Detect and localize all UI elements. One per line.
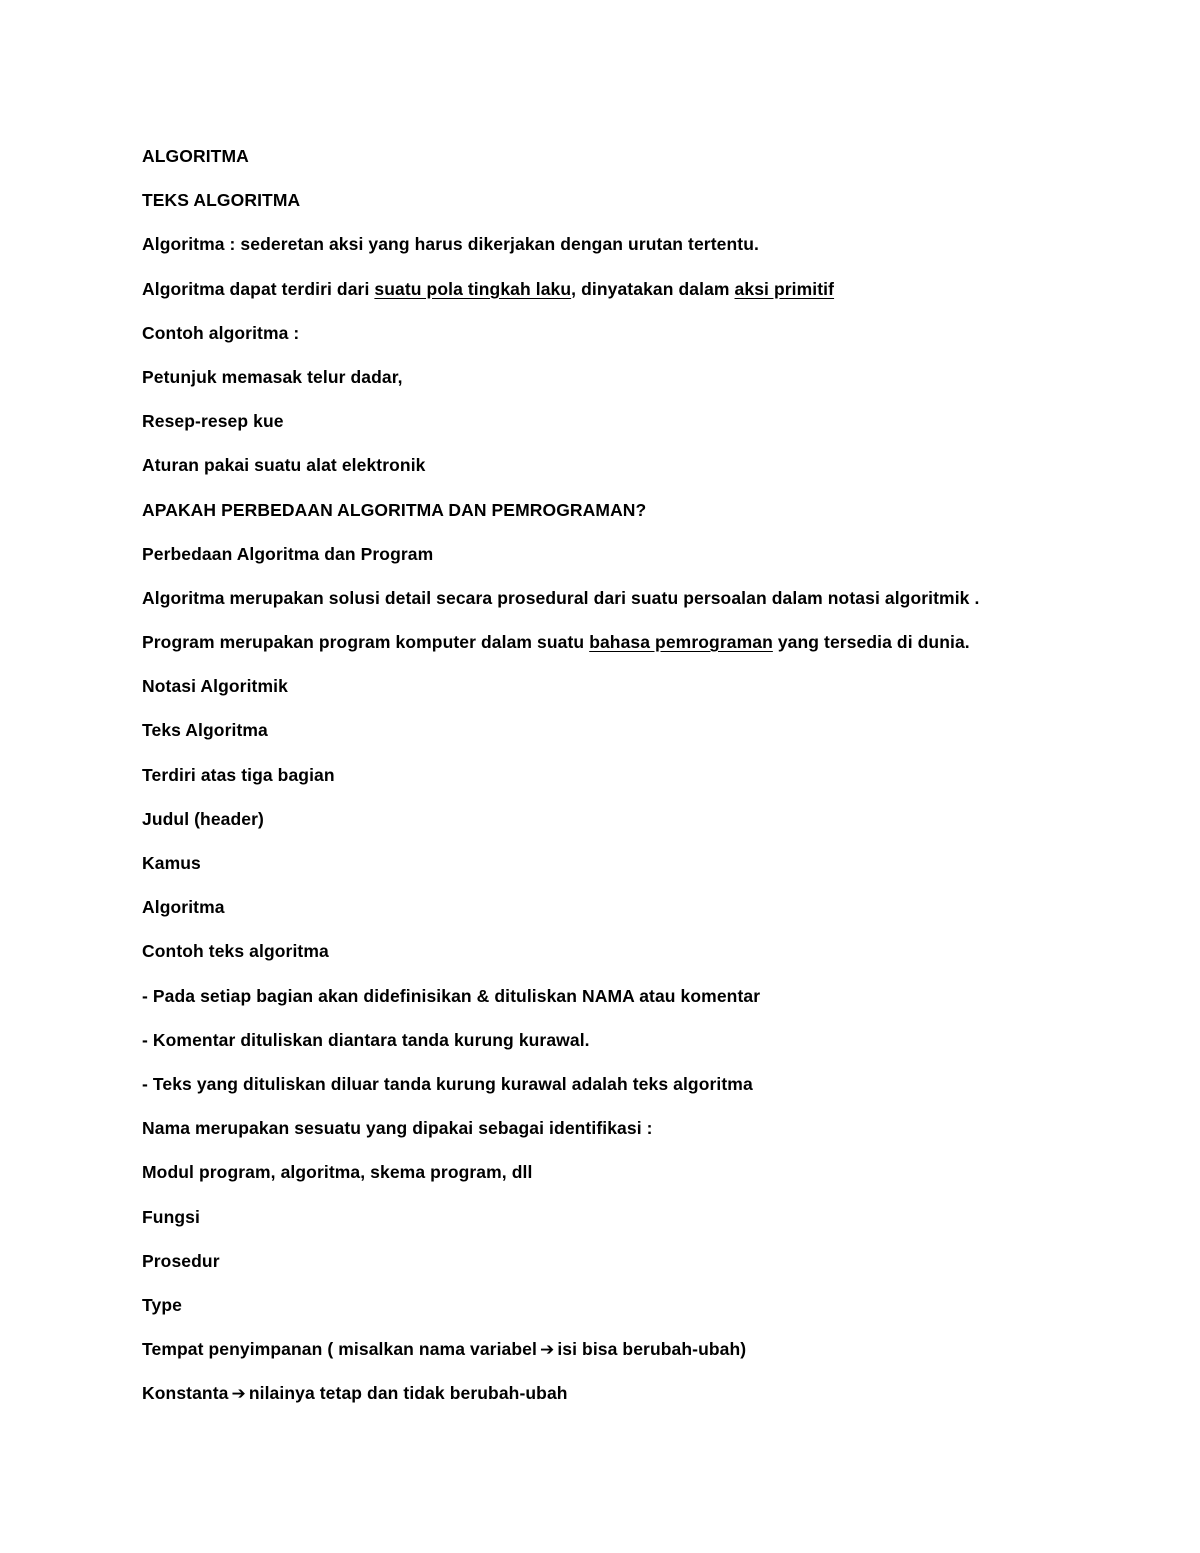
paragraph: Nama merupakan sesuatu yang dipakai sebagai identifikasi : [142,1118,653,1139]
doc-title: ALGORITMA [142,146,249,166]
paragraph: Notasi Algoritmik [142,676,288,697]
text-run: Tempat penyimpanan ( misalkan nama variabel [142,1339,537,1360]
list-item: Type [142,1294,182,1315]
list-item: Petunjuk memasak telur dadar, [142,366,403,387]
underlined-text: aksi primitif [734,278,835,299]
list-item: Modul program, algoritma, skema program, dll [142,1162,533,1183]
list-item: Kamus [142,853,201,873]
list-item: - Teks yang dituliskan diluar tanda kurung kurawal adalah teks algoritma [142,1073,753,1094]
list-item: Judul (header) [142,808,264,829]
list-item: - Pada setiap bagian akan didefinisikan & dituliskan NAMA atau komentar [142,985,761,1006]
text-run: nilainya tetap dan tidak berubah-ubah [248,1383,568,1404]
list-item: Fungsi [142,1206,200,1227]
paragraph: Perbedaan Algoritma dan Program [142,543,434,564]
list-item: Prosedur [142,1250,220,1271]
list-item: - Komentar dituliskan diantara tanda kurung kurawal. [142,1029,590,1050]
document-body [142,143,1122,1424]
list-item: Algoritma [142,897,225,918]
paragraph: Teks Algoritma [142,720,268,741]
paragraph: Algoritma : sederetan aksi yang harus dikerjakan dengan urutan tertentu. [142,234,759,255]
text-run: , dinyatakan dalam [571,278,735,299]
text-run: isi bisa berubah-ubah) [557,1339,747,1360]
section-heading: APAKAH PERBEDAAN ALGORITMA DAN PEMROGRAMAN? [142,499,647,520]
section-heading: TEKS ALGORITMA [142,190,301,211]
list-item [142,1380,1122,1424]
text-run: Program merupakan program komputer dalam suatu [142,632,590,653]
text-run: Konstanta [142,1383,229,1404]
paragraph [142,276,1122,320]
paragraph: Contoh teks algoritma [142,941,329,962]
arrow-right-icon: ➔ [231,1384,246,1405]
underlined-text: bahasa pemrograman [589,632,773,653]
arrow-right-icon: ➔ [539,1340,555,1361]
text-run: yang tersedia di dunia. [772,632,970,653]
paragraph: Terdiri atas tiga bagian [142,764,335,785]
paragraph [142,629,1122,673]
list-item: Resep-resep kue [142,411,284,432]
list-item [142,1336,1122,1380]
text-run: Algoritma dapat terdiri dari [142,278,375,299]
list-item: Aturan pakai suatu alat elektronik [142,455,426,476]
paragraph: Algoritma merupakan solusi detail secara prosedural dari suatu persoalan dalam notasi algoritmik . [142,587,980,608]
underlined-text: suatu pola tingkah laku [374,278,572,299]
paragraph: Contoh algoritma : [142,322,300,343]
